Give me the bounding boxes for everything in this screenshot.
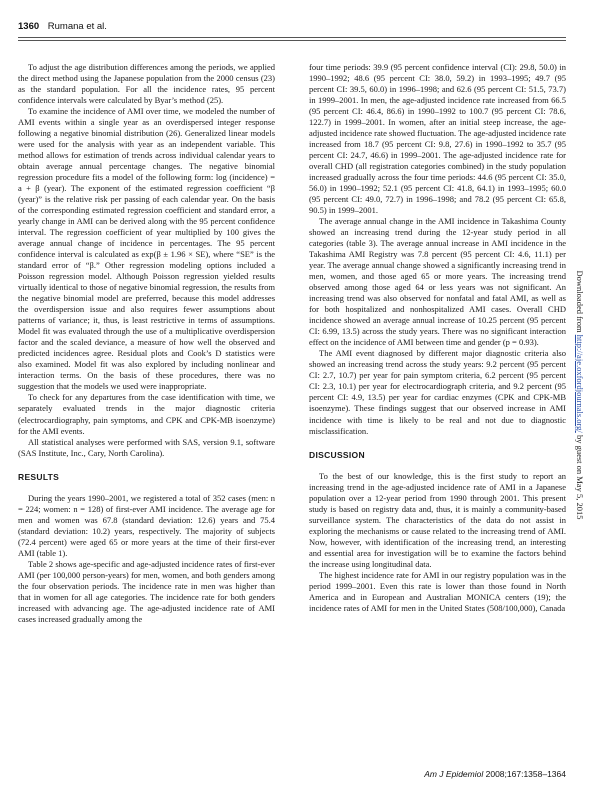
- paragraph-sas-software: All statistical analyses were performed with SAS, version 9.1, software (SAS Institute, Inc., Cary, North Carolina).: [18, 436, 275, 458]
- page-footer: [424, 769, 566, 779]
- paragraph-diagnostic-trend: The AMI event diagnosed by different major diagnostic criteria also showed an increasing trend across the study years: 9.2 percent (95 percent CI: 2.7, 10.7) per year for pain symptom criteria, 6.2 percent (95 percent CI: 2.3, 10.1) per year for electrocardiograph criteria, and 9.2 percent (95 percent CI: 4.9, 13.5) per year for cardiac enzymes (CPK and CPK-MB isoenzyme). These findings suggest that our observed increase in AMI incidence with time is likely to be real and not due to diagnostic misclassification.: [309, 348, 566, 436]
- paragraph-age-adjustment: To adjust the age distribution differences among the periods, we applied the direct method using the Japanese population from the 2000 census (23) as the standard population. For all the incidence rates, 95 percent confidence intervals were calculated by Byar’s method (25).: [18, 62, 275, 106]
- paragraph-discussion-highest: The highest incidence rate for AMI in our registry population was in the period 1999–2001. Even this rate is lower than those found in North America and in European and Australian MONICA centers (19); the incidence rates of AMI for men in the United States (508/100,000), Canada: [309, 569, 566, 613]
- journal-name: Am J Epidemiol: [424, 769, 484, 779]
- header-rule-2: [18, 40, 566, 41]
- paragraph-results-table2: Table 2 shows age-specific and age-adjusted incidence rates of first-ever AMI (per 100,000 person-years) for men, women, and both genders among the four observation periods. The incidence rate in men was higher than that in women for all age categories. The incidence rate for both genders increased with advancing age. The age-adjusted incidence rate of AMI cases increased gradually among the: [18, 558, 275, 624]
- paragraph-discussion-first: To the best of our knowledge, this is the first study to report an increasing trend in the age-adjusted incidence rate of AMI in a Japanese population over a 12-year period from 1990 through 2001. This present study is based on registry data and, thus, it is mainly a community-based surveillance system. The characteristics of the data do not assist in exploring the mechanisms or cause related to the increasing trend of AMI. Now, however, with identification of the increasing trend, an interesting and essential area for investigation will be to examine the factors behind the increase using longitudinal data.: [309, 470, 566, 569]
- paragraph-annual-change: The average annual change in the AMI incidence in Takashima County showed an increasing trend during the 12-year study period in all categories (table 3). The average annual increase in AMI incidence in the Takashima AMI Registry was 7.8 percent (95 percent CI: 4.6, 11.1) per year. The average annual change showed a significantly increasing trend in men, women, and those aged 65 or more years. The increasing trend observed among those aged 64 or less years was not significant. An increasing trend was also observed for nonfatal and fatal AMI, as well as for both hospitalized and nonhospitalized AMI cases. Overall CHD incidence showed an average annual increase of 10.25 percent (95 percent CI: 6.99, 13.5) across the study years. There was no significant interaction effect on the incidence of AMI between time and gender (p = 0.93).: [309, 216, 566, 348]
- running-head-authors: Rumana et al.: [47, 21, 107, 32]
- page-number: 1360: [18, 21, 40, 32]
- results-heading: RESULTS: [18, 471, 60, 482]
- left-column: [18, 62, 275, 625]
- paragraph-results-cases: During the years 1990–2001, we registered a total of 352 cases (men: n = 224; women: n = 128) of first-ever AMI incidence. The average age for men and women was 67.8 (standard deviation: 12.6) years and 75.4 (standard deviation: 10.2) years, respectively. The majority of subjects (72.4 percent) were aged 65 or more years at the time of their first-ever AMI (table 1).: [18, 492, 275, 558]
- watermark-link[interactable]: http://aje.oxfordjournals.org/: [575, 334, 585, 433]
- paragraph-diagnostic-criteria: To check for any departures from the case identification with time, we separately evaluated trends in the major diagnostic criteria (electrocardiography, pain symptoms, and CPK and CPK-MB isoenzyme) for the AMI events.: [18, 392, 275, 436]
- header-rule: [18, 37, 566, 38]
- watermark-prefix: Downloaded from: [575, 270, 585, 335]
- paragraph-incidence-periods: four time periods: 39.9 (95 percent confidence interval (CI): 29.8, 50.0) in 1990–1992; 48.6 (95 percent CI: 38.0, 59.2) in 1993–1995; 49.7 (95 percent CI: 39.5, 60.0) in 1996–1998; and 62.6 (95 percent CI: 51.5, 73.7) in 1999–2001. In men, the age-adjusted incidence rate increased from 66.5 (95 percent CI: 46.4, 86.6) in 1990–1992 to 100.7 (95 percent CI: 78.6, 122.7) in 1999–2001. In women, after an initial steep increase, the age-adjusted incidence rate showed fluctuation. The age-adjusted incidence rate increased from 18.7 (95 percent CI: 9.8, 27.6) in 1990–1992 to 35.7 (95 percent CI: 24.7, 46.6) in 1999–2001. The age-adjusted incidence rate for overall CHD (all registration categories combined) in the study population increased gradually across the four time periods: 44.6 (95 percent CI: 35.0, 56.0) in 1990–1992; 52.1 (95 percent CI: 41.8, 64.1) in 1993–1995; 60.0 (95 percent CI: 49.0, 72.7) in 1996–1998; and 78.2 (95 percent CI: 65.8, 90.5) in 1999–2001.: [309, 62, 566, 216]
- running-header: [18, 21, 107, 32]
- discussion-heading: DISCUSSION: [309, 449, 365, 460]
- journal-citation: 2008;167:1358–1364: [485, 769, 566, 779]
- paragraph-statistical-model: To examine the incidence of AMI over time, we modeled the number of AMI events within a single year as an overdispersed integer response following a negative binomial distribution (26). Generalized linear models were used for the analysis with year as an independent variable. This method allows for estimation of trends across individual calendar years to obtain average annual percentage changes. The negative binomial regression procedure fits a model of the following form: log (incidence) = a + β (year). The exponent of the estimated regression coefficient “β (year)” is the relative risk per passing of each calendar year. On the basis of the corresponding estimated regression coefficient and standard error, a yearly change in AMI can be derived along with the 95 percent confidence interval. The regression coefficient of year multiplied by 100 gives the average annual change of incidence in percentages. The 95 percent confidence interval is calculated as exp(β ± 1.96 × SE), where “SE” is the standard error of “β.” Other regression modeling options included a Poisson regression model. Although Poisson regression yielded results virtually identical to those of negative binomial regression, the results from the negative binomial model are preferred, because this model addresses the overdispersion issue and also requires fewer assumptions about patterns of variance; it, thus, is least restrictive in terms of assumptions. Model fit was evaluated through the use of a multiplicative overdispersion factor and the scaled deviance, a measure of how well the observed and predicted incidences agree. Residual plots and Cook’s D statistics were also examined. Model fit was also explored by including nonlinear and interaction terms. On the basis of these procedures, there was no suggestion that the models we used were inappropriate.: [18, 106, 275, 392]
- watermark-suffix: by guest on May 5, 2015: [575, 432, 585, 520]
- right-column: [309, 62, 566, 614]
